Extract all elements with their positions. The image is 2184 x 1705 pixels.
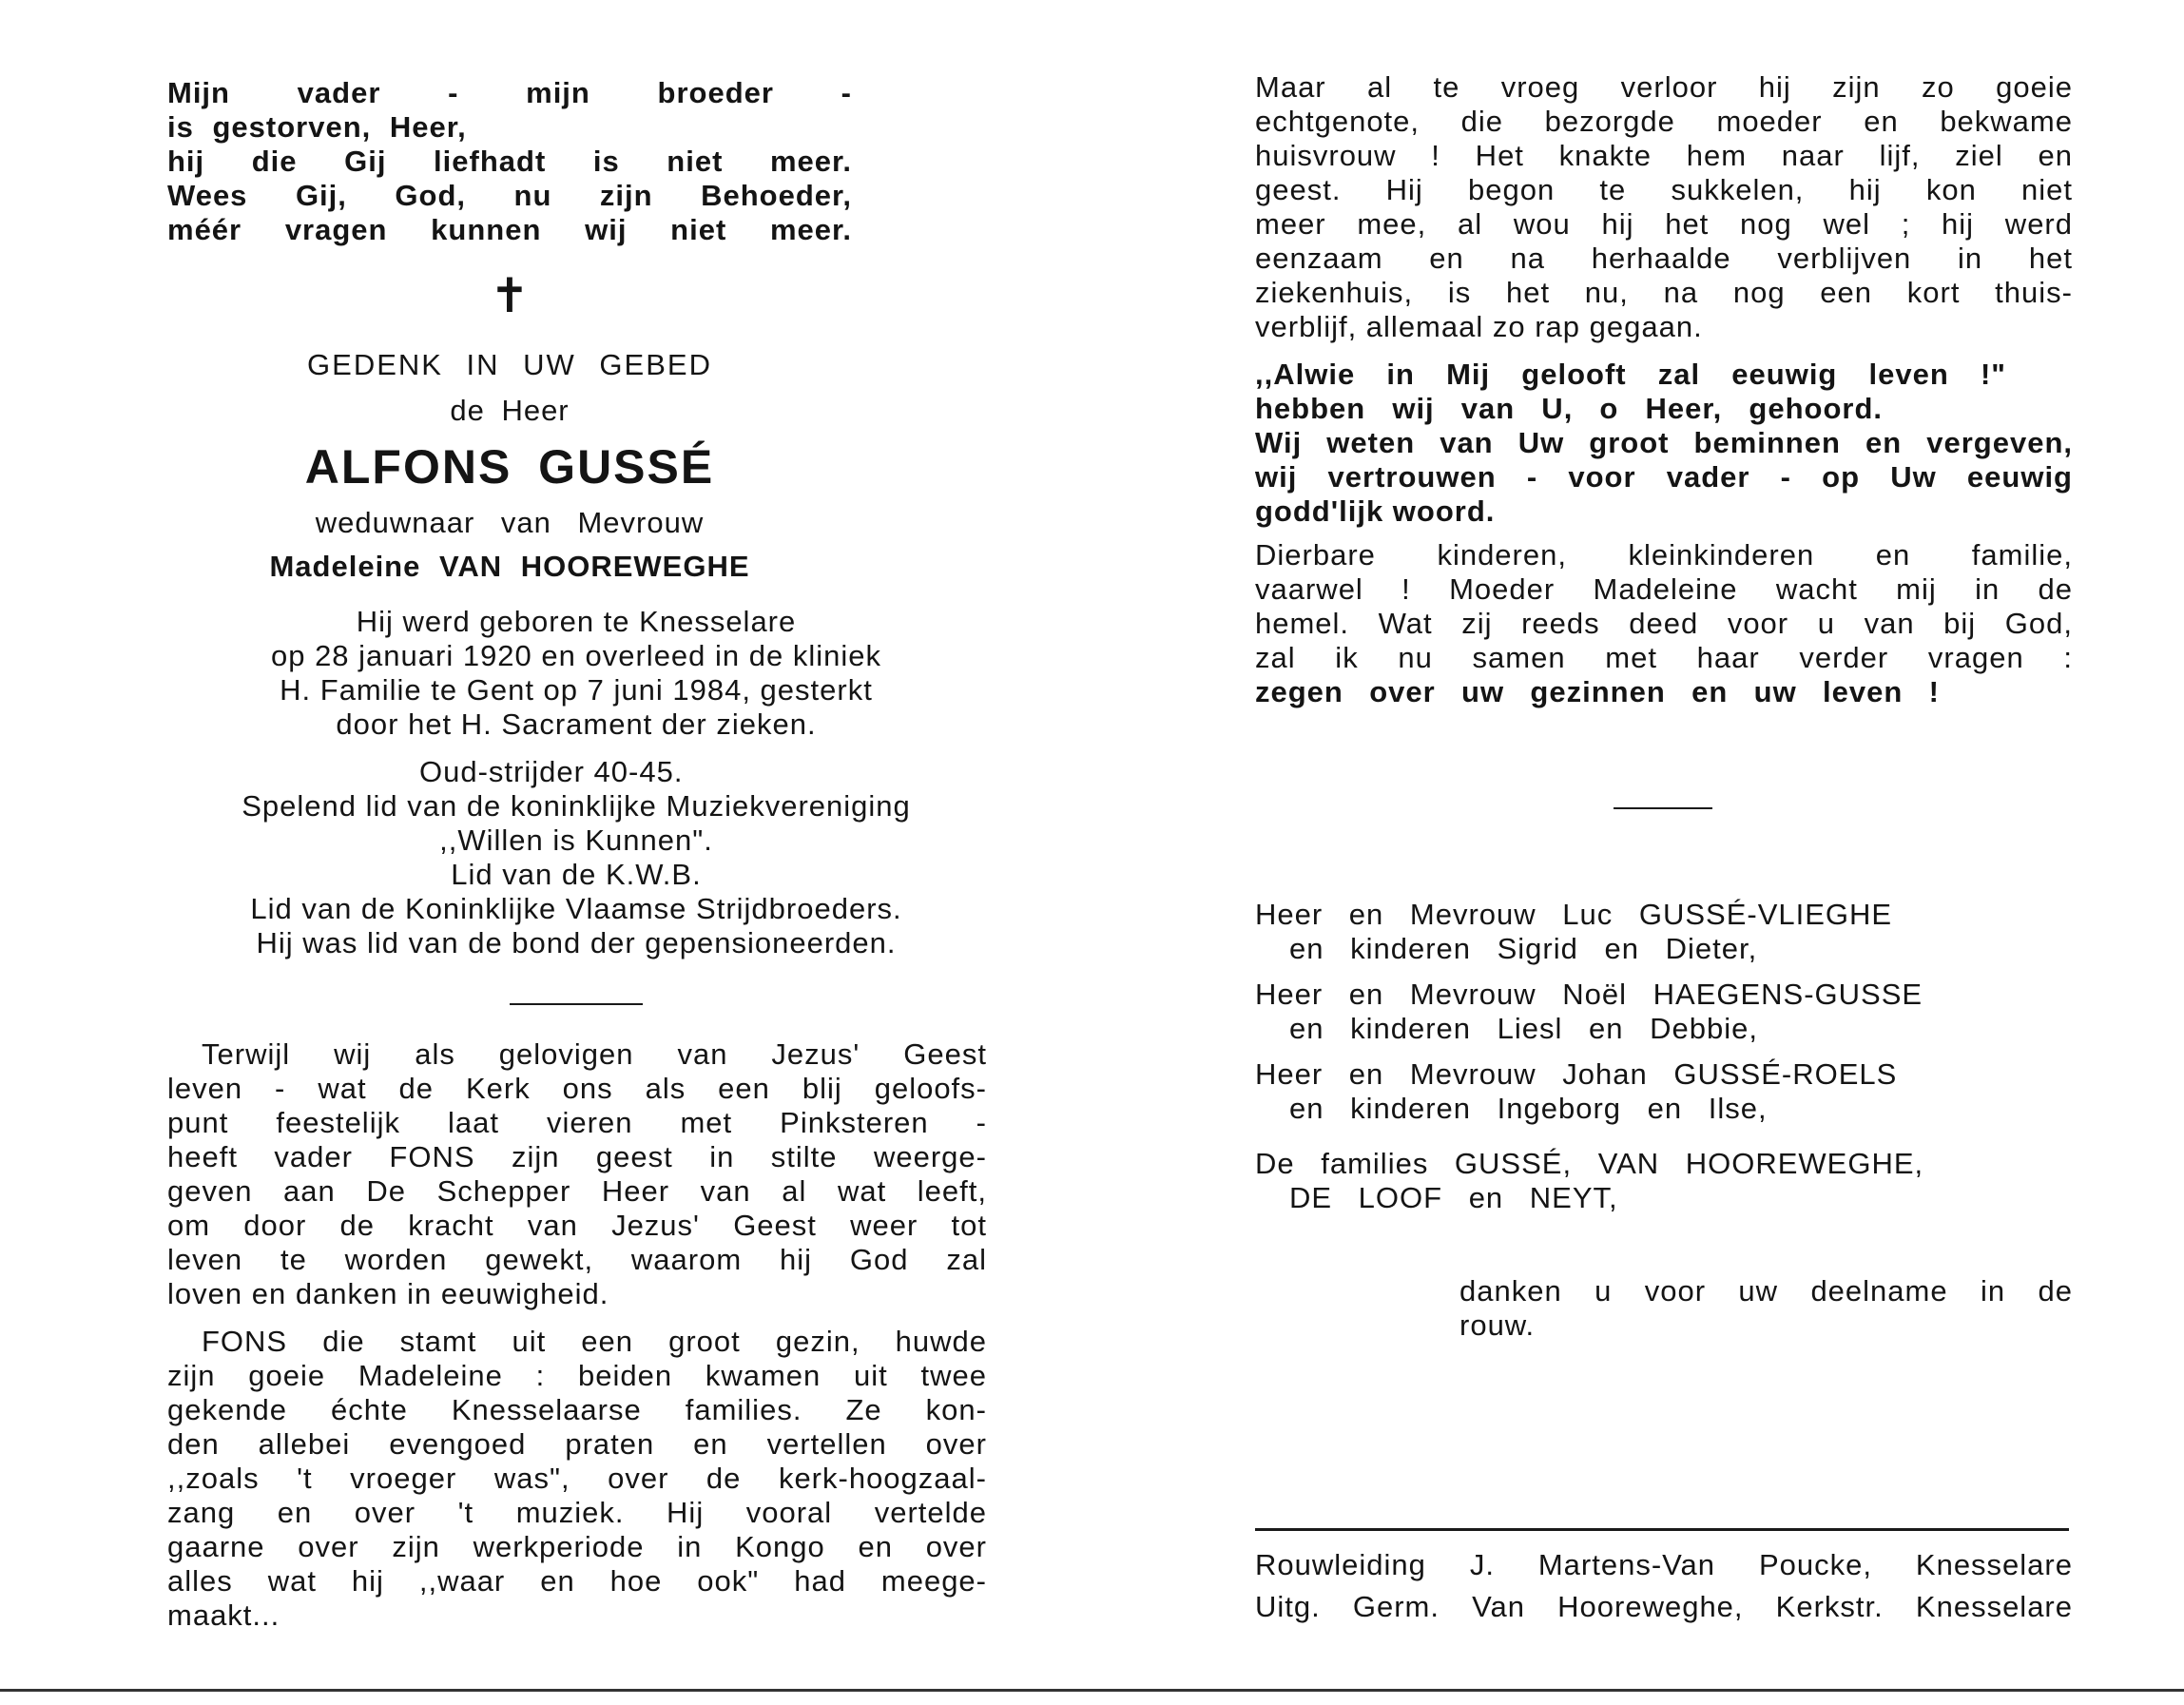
paragraph-fons [167, 1325, 987, 1633]
family-member-children [1255, 1092, 2073, 1126]
paragraph-farewell [1255, 538, 2073, 709]
family-member [1255, 978, 2073, 1012]
verse-line: ,,Alwie in Mij gelooft zal eeuwig leven !" [1255, 358, 2006, 391]
divider [510, 1003, 643, 1005]
family-member-children [1255, 932, 2073, 966]
paragraph-line: gaarne over zijn werkperiode in Kongo en over [167, 1530, 987, 1563]
footer-line: Uitg. Germ. Van Hooreweghe, Kerkstr. Knesselare [1255, 1590, 2073, 1623]
paragraph-line: om door de kracht van Jezus' Geest weer tot [167, 1209, 987, 1242]
paragraph-line: leven - wat de Kerk ons als een blij geloofs- [167, 1072, 987, 1105]
family-member-name: Heer en Mevrouw Noël HAEGENS-GUSSE [1255, 978, 1923, 1011]
family-member [1255, 1057, 2073, 1092]
bio-line: door het H. Sacrament der zieken. [336, 707, 817, 741]
family-member-children [1255, 1181, 2073, 1215]
family-member-name: Heer en Mevrouw Johan GUSSÉ-ROELS [1255, 1057, 1898, 1091]
bio-line: Hij werd geboren te Knesselare [356, 605, 797, 638]
card-edge [0, 1689, 2184, 1692]
deceased-name: ALFONS GUSSÉ [304, 440, 715, 494]
bio-line: ,,Willen is Kunnen". [439, 823, 713, 857]
paragraph-line: Maar al te vroeg verloor hij zijn zo goeie [1255, 70, 2073, 104]
paragraph-pinksteren [167, 1037, 987, 1311]
paragraph-line: geven aan De Schepper Heer van al wat leeft, [167, 1174, 987, 1208]
paragraph-line: zijn goeie Madeleine : beiden kwamen uit twee [167, 1359, 987, 1392]
thanks-line: rouw. [1459, 1308, 1536, 1342]
paragraph-line: zal ik nu samen met haar verder vragen : [1255, 641, 2073, 674]
bio-line: Spelend lid van de koninklijke Muziekvereniging [242, 789, 911, 823]
family-children: en kinderen Liesl en Debbie, [1289, 1012, 1758, 1045]
cross-icon: ✝ [490, 268, 530, 323]
paragraph-line: eenzaam en na herhaalde verblijven in het [1255, 242, 2073, 275]
paragraph-line: alles wat hij ,,waar en hoe ook" had meege- [167, 1564, 987, 1598]
poem-line: Wees Gij, God, nu zijn Behoeder, [167, 179, 852, 212]
paragraph-line: vaarwel ! Moeder Madeleine wacht mij in de [1255, 572, 2073, 606]
remembrance-heading: GEDENK IN UW GEBED [307, 348, 712, 381]
paragraph-line: hemel. Wat zij reeds deed voor u van bij God, [1255, 607, 2073, 640]
spouse-name: Madeleine VAN HOOREWEGHE [269, 550, 750, 583]
bio-line: op 28 januari 1920 en overleed in de kliniek [270, 639, 882, 672]
footer-rule [1255, 1528, 2069, 1531]
poem [167, 76, 852, 247]
paragraph-line: punt feestelijk laat vieren met Pinksteren - [167, 1106, 987, 1139]
paragraph-line: den allebei evengoed praten en vertellen over [167, 1427, 987, 1461]
paragraph-line: ziekenhuis, is het nu, na nog een kort thuis- [1255, 276, 2073, 309]
paragraph-line: Terwijl wij als gelovigen van Jezus' Geest [202, 1037, 987, 1071]
verse [1255, 358, 2073, 529]
family-children: en kinderen Ingeborg en Ilse, [1289, 1092, 1768, 1125]
paragraph-line: loven en danken in eeuwigheid. [167, 1277, 609, 1310]
bio-line: Hij was lid van de bond der gepensioneerden. [256, 926, 897, 959]
paragraph-line: heeft vader FONS zijn geest in stilte weerge- [167, 1140, 987, 1173]
thanks-line: danken u voor uw deelname in de [1459, 1274, 2073, 1308]
family-member-name: Heer en Mevrouw Luc GUSSÉ-VLIEGHE [1255, 898, 1893, 931]
family-list [1255, 898, 2073, 1215]
verse-line: wij vertrouwen - voor vader - op Uw eeuwig [1255, 460, 2073, 494]
paragraph-line: echtgenote, die bezorgde moeder en bekwame [1255, 105, 2073, 138]
widow-label: weduwnaar van Mevrouw [315, 506, 705, 539]
verse-line: hebben wij van U, o Heer, gehoord. [1255, 392, 1883, 425]
title-label: de Heer [450, 394, 570, 427]
poem-line: is gestorven, Heer, [167, 110, 467, 144]
poem-line: hij die Gij liefhadt is niet meer. [167, 145, 852, 178]
poem-line: Mijn vader - mijn broeder - [167, 76, 852, 109]
bio-line: Oud-strijder 40-45. [419, 755, 684, 788]
paragraph-line: verblijf, allemaal zo rap gegaan. [1255, 310, 1703, 343]
verse-line: godd'lijk woord. [1255, 494, 1496, 528]
family-member-name: De families GUSSÉ, VAN HOOREWEGHE, [1255, 1147, 1924, 1180]
biography [167, 605, 985, 960]
footer [1255, 1544, 2073, 1628]
paragraph-line: zang en over 't muziek. Hij vooral vertelde [167, 1496, 987, 1529]
paragraph-line: ,,zoals 't vroeger was", over de kerk-hoogzaal- [167, 1462, 987, 1495]
paragraph-line: Dierbare kinderen, kleinkinderen en familie, [1255, 538, 2073, 572]
divider [1614, 807, 1712, 809]
paragraph-line: leven te worden gewekt, waarom hij God zal [167, 1243, 987, 1276]
paragraph-line: FONS die stamt uit een groot gezin, huwde [202, 1325, 987, 1358]
blessing-line: zegen over uw gezinnen en uw leven ! [1255, 675, 1940, 708]
thanks [1459, 1274, 2073, 1343]
bio-line: H. Familie te Gent op 7 juni 1984, gesterkt [280, 673, 873, 707]
paragraph-line: meer mee, al wou hij het nog wel ; hij werd [1255, 207, 2073, 241]
paragraph-line: maakt... [167, 1598, 280, 1632]
paragraph-line: geest. Hij begon te sukkelen, hij kon niet [1255, 173, 2073, 206]
paragraph-line: huisvrouw ! Het knakte hem naar lijf, ziel en [1255, 139, 2073, 172]
bio-line: Lid van de Koninklijke Vlaamse Strijdbroeders. [250, 892, 902, 925]
verse-line: Wij weten van Uw groot beminnen en vergeven, [1255, 426, 2073, 459]
family-member-children [1255, 1012, 2073, 1046]
family-member [1255, 1147, 2073, 1181]
bio-line: Lid van de K.W.B. [451, 858, 702, 891]
paragraph-line: gekende échte Knesselaarse families. Ze kon- [167, 1393, 987, 1426]
family-children: en kinderen Sigrid en Dieter, [1289, 932, 1758, 965]
paragraph-echtgenote [1255, 70, 2073, 344]
poem-line: méér vragen kunnen wij niet meer. [167, 213, 852, 246]
footer-line: Rouwleiding J. Martens-Van Poucke, Knesselare [1255, 1548, 2073, 1581]
family-children: DE LOOF en NEYT, [1289, 1181, 1618, 1214]
family-member [1255, 898, 2073, 932]
